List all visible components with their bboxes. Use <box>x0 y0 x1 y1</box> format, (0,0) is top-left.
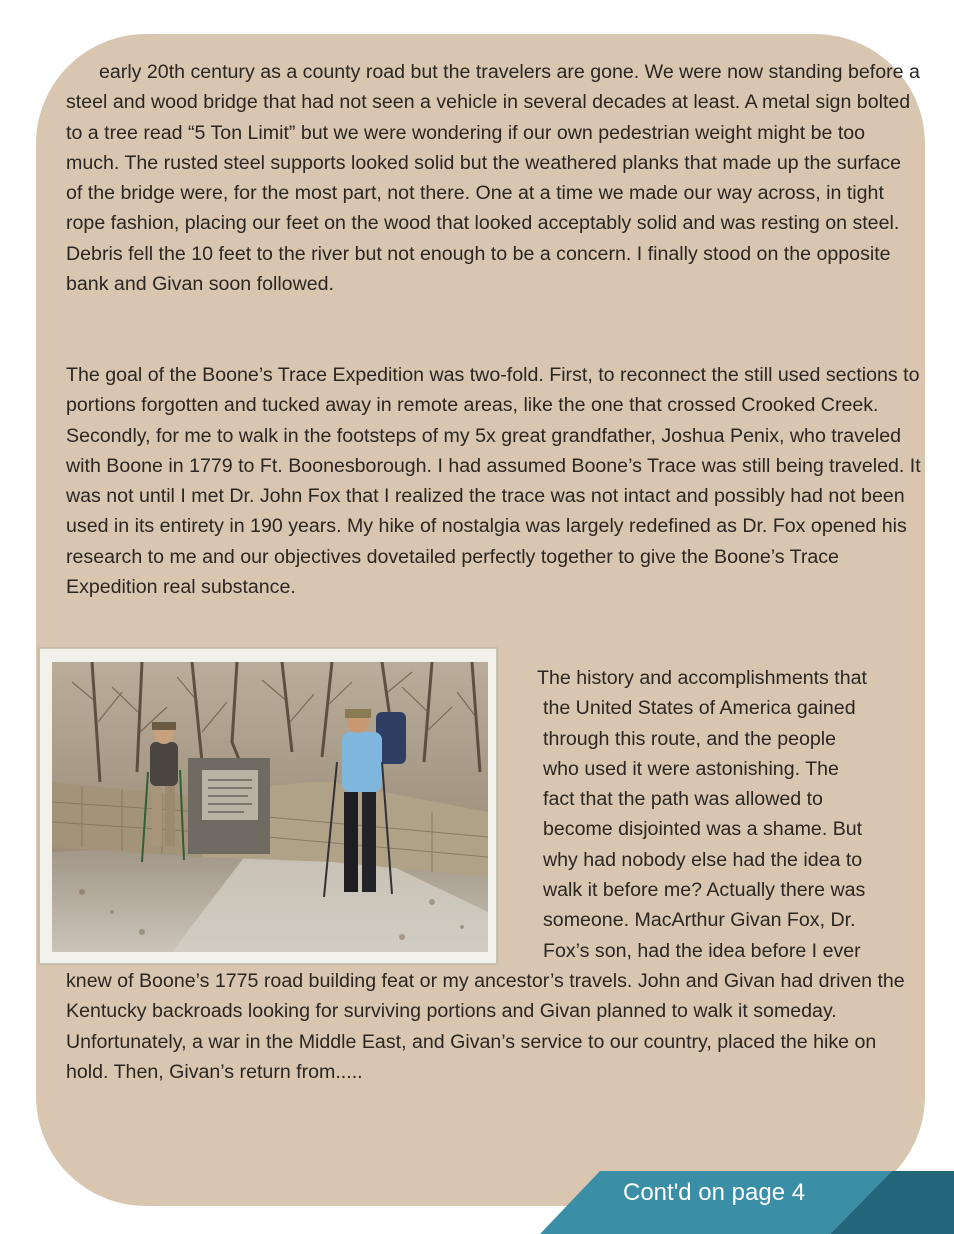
wrapped-line: The history and accomplishments that <box>537 667 867 689</box>
wrapped-line: become disjointed was a shame. But <box>543 818 863 841</box>
wrapped-line: the United States of America gained <box>543 697 856 720</box>
wrapped-line: why had nobody else had the idea to <box>543 848 863 871</box>
wrapped-line: Fox’s son, had the idea before I ever <box>543 939 861 962</box>
wrapped-line: walk it before me? Actually there was <box>543 879 866 902</box>
wrapped-line: fact that the path was allowed to <box>543 788 823 811</box>
wrapped-line: through this route, and the people <box>543 727 837 750</box>
paragraph-2: The goal of the Boone’s Trace Expedition was two-fold. First, to reconnect the still used sections to portions forgotten and tucked away in remote areas, like the one that crossed Crooked Creek. Secondly, for me to walk in the footsteps of my 5x great grandfather, Joshua Penix, who traveled with Boone in 1779 to Ft. Boonesborough. I had assumed Boone’s Trace was still being traveled. It was not until I met Dr. John Fox that I realized the trace was not intact and possibly had not been used in its entirety in 190 years. My hike of nostalgia was largely redefined as Dr. Fox opened his research to me and our objectives dovetailed perfectly together to give the Boone’s Trace Expedition real substance. <box>66 364 921 599</box>
paragraph-1: early 20th century as a county road but the travelers are gone. We were now standing before a steel and wood bridge that had not seen a vehicle in several decades at least. A metal sign bolted to a tree read “5 Ton Limit” but we were wondering if our own pedestrian weight might be too much. The rusted steel supports looked solid but the weathered planks that made up the surface of the bridge were, for the most part, not there. One at a time we made our way across, in tight rope fashion, placing our feet on the wood that looked acceptably solid and was resting on steel. Debris fell the 10 feet to the river but not enough to be a concern. I finally stood on the opposite bank and Givan soon followed. <box>66 61 920 296</box>
continued-banner[interactable] <box>540 1171 954 1234</box>
wrapped-line: someone. MacArthur Givan Fox, Dr. <box>543 909 856 932</box>
paragraph-3-wrapped <box>537 663 927 966</box>
hikers-photo <box>39 648 497 964</box>
continued-label[interactable]: Cont'd on page 4 <box>623 1179 806 1206</box>
photo-image <box>52 662 488 952</box>
wrapped-line: who used it were astonishing. The <box>543 757 839 780</box>
paragraph-3-continuation: knew of Boone’s 1775 road building feat or my ancestor’s travels. John and Givan had driven the Kentucky backroads looking for surviving portions and Givan planned to walk it someday. Unfortunately, a war in the Middle East, and Givan’s service to our country, placed the hike on hold. Then, Givan’s return from..... <box>66 970 905 1083</box>
